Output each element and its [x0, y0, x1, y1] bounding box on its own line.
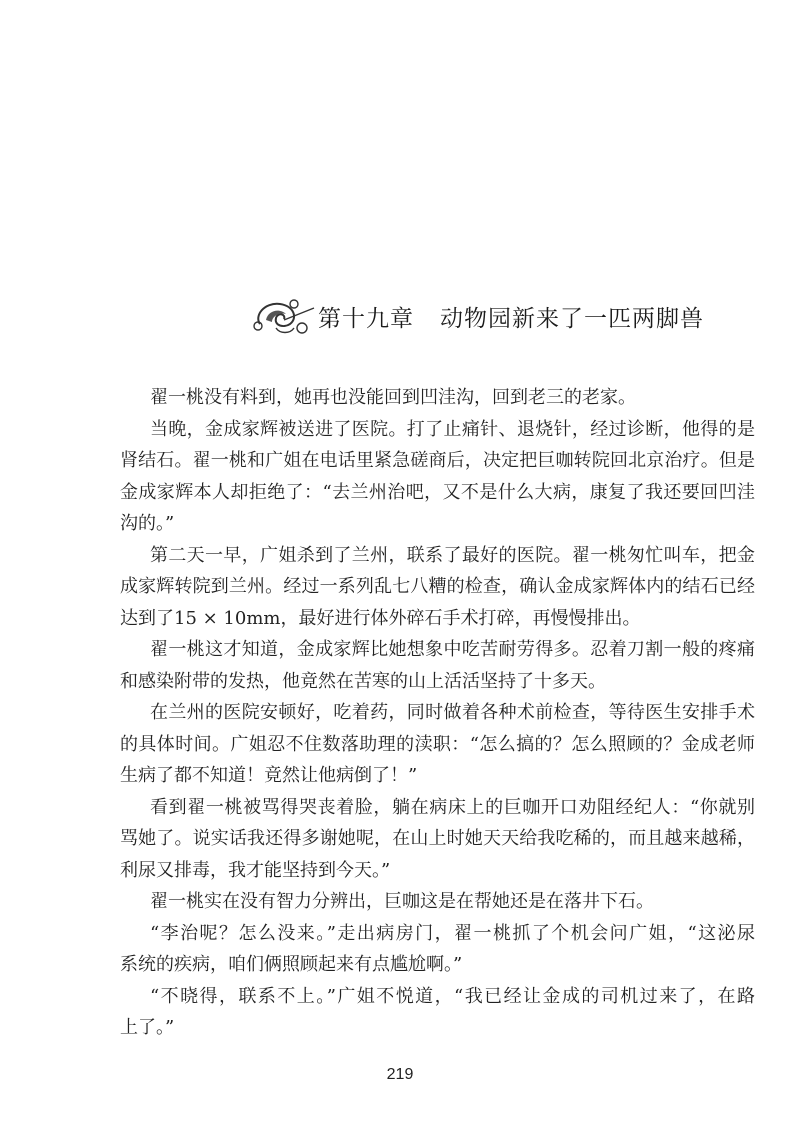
- text-line: 系统的疾病，咱们俩照顾起来有点尴尬啊。”: [120, 954, 463, 975]
- text-line: 利尿又排毒，我才能坚持到今天。”: [120, 859, 391, 881]
- text-line: “李治呢？怎么没来。”走出病房门，翟一桃抓了个机会问广姐，“这泌尿: [150, 922, 755, 944]
- chapter-heading: [250, 296, 704, 336]
- chapter-title: 动物园新来了一匹两脚兽: [440, 305, 704, 332]
- text-line: 成家辉转院到兰州。经过一系列乱七八糟的检查，确认金成家辉体内的结石已经: [120, 576, 755, 597]
- text-line: 翟一桃这才知道，金成家辉比她想象中吃苦耐劳得多。忍着刀割一般的疼痛: [150, 639, 755, 660]
- text-line: 看到翟一桃被骂得哭丧着脸，躺在病床上的巨咖开口劝阻经纪人：“你就别: [150, 796, 755, 818]
- swirl-ornament-icon: [250, 296, 316, 336]
- text-line: 的具体时间。广姐忍不住数落助理的渎职：“怎么搞的？怎么照顾的？金成老师: [120, 733, 755, 755]
- text-line: 和感染附带的发热，他竟然在苦寒的山上活活坚持了十多天。: [120, 670, 606, 692]
- text-line: 生病了都不知道！竟然让他病倒了！”: [120, 765, 418, 786]
- text-line: 骂她了。说实话我还得多谢她呢，在山上时她天天给我吃稀的，而且越来越稀，: [120, 828, 755, 849]
- text-line: 达到了15 × 10mm，最好进行体外碎石手术打碎，再慢慢排出。: [120, 607, 641, 629]
- text-line: 肾结石。翟一桃和广姐在电话里紧急磋商后，决定把巨咖转院回北京治疗。但是: [120, 450, 755, 471]
- text-line: 翟一桃没有料到，她再也没能回到凹洼沟，回到老三的老家。: [150, 387, 636, 408]
- text-line: 翟一桃实在没有智力分辨出，巨咖这是在帮她还是在落井下石。: [150, 891, 654, 912]
- page-number: 219: [386, 1066, 414, 1083]
- text-line: 上了。”: [120, 1017, 175, 1038]
- text-line: 第二天一早，广姐杀到了兰州，联系了最好的医院。翟一桃匆忙叫车，把金: [150, 544, 755, 566]
- text-line: 在兰州的医院安顿好，吃着药，同时做着各种术前检查，等待医生安排手术: [150, 702, 755, 723]
- text-line: 金成家辉本人却拒绝了：“去兰州治吧，又不是什么大病，康复了我还要回凹洼: [120, 481, 755, 503]
- chapter-body: [120, 382, 755, 1044]
- chapter-number: 第十九章: [318, 305, 414, 332]
- text-line: “不晓得，联系不上。”广姐不悦道，“我已经让金成的司机过来了，在路: [150, 985, 755, 1007]
- text-line: 当晚，金成家辉被送进了医院。打了止痛针、退烧针，经过诊断，他得的是: [150, 418, 755, 440]
- text-line: 沟的。”: [120, 513, 175, 534]
